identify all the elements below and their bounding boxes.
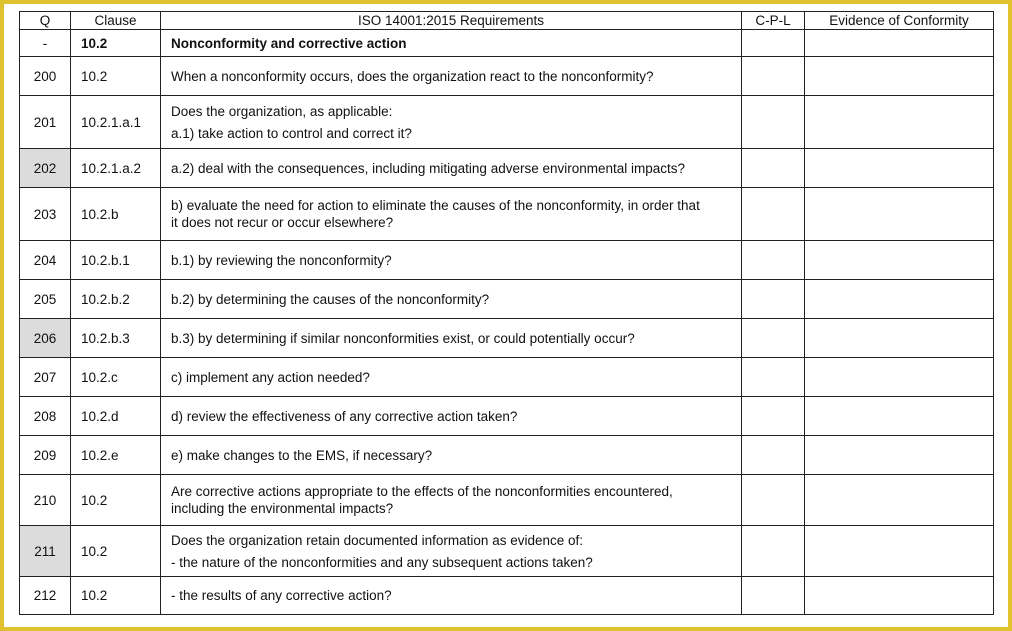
- cpl-cell[interactable]: [742, 319, 805, 358]
- question-number: 212: [20, 577, 71, 615]
- requirement-text: - the nature of the nonconformities and any subsequent actions taken?: [171, 554, 593, 570]
- requirement-text: - the results of any corrective action?: [171, 588, 392, 603]
- clause-cell: 10.2: [71, 57, 161, 96]
- cpl-cell[interactable]: [742, 577, 805, 615]
- clause-cell: 10.2: [71, 577, 161, 615]
- cpl-cell[interactable]: [742, 188, 805, 241]
- cpl-cell[interactable]: [742, 280, 805, 319]
- evidence-cell[interactable]: [805, 280, 994, 319]
- requirement-text: c) implement any action needed?: [171, 369, 370, 385]
- table-row: [20, 397, 994, 436]
- requirement-cell: [161, 358, 742, 397]
- header-evidence: Evidence of Conformity: [805, 12, 994, 30]
- requirement-cell: [161, 436, 742, 475]
- requirement-cell: [161, 188, 742, 241]
- cpl-cell[interactable]: [742, 358, 805, 397]
- table-row: [20, 358, 994, 397]
- requirement-cell: [161, 96, 742, 149]
- section-title: Nonconformity and corrective action: [161, 30, 742, 57]
- question-number: 207: [20, 358, 71, 397]
- table-row: [20, 96, 994, 149]
- question-number: 201: [20, 96, 71, 149]
- evidence-cell[interactable]: [805, 526, 994, 577]
- requirement-text: e) make changes to the EMS, if necessary?: [171, 447, 433, 463]
- question-number: 200: [20, 57, 71, 96]
- clause-cell: 10.2.1.a.1: [71, 96, 161, 149]
- clause-cell: 10.2.e: [71, 436, 161, 475]
- table-row: [20, 149, 994, 188]
- requirement-text: d) review the effectiveness of any corrective action taken?: [171, 408, 518, 424]
- clause-cell: 10.2.b.2: [71, 280, 161, 319]
- table-header-row: [20, 12, 994, 30]
- question-number: 208: [20, 397, 71, 436]
- header-cpl: C-P-L: [742, 12, 805, 30]
- clause-cell: 10.2: [71, 526, 161, 577]
- question-number: 210: [20, 475, 71, 526]
- requirement-cell: [161, 280, 742, 319]
- requirement-text: b.3) by determining if similar nonconformities exist, or could potentially occur?: [171, 330, 635, 346]
- question-number: 205: [20, 280, 71, 319]
- table-row: [20, 280, 994, 319]
- requirement-text: a.2) deal with the consequences, including mitigating adverse environmental impacts?: [171, 160, 686, 176]
- cpl-cell[interactable]: [742, 526, 805, 577]
- table-row: [20, 319, 994, 358]
- requirement-text: a.1) take action to control and correct it?: [171, 125, 412, 141]
- table-row: [20, 57, 994, 96]
- cpl-cell[interactable]: [742, 436, 805, 475]
- requirement-text: including the environmental impacts?: [171, 501, 394, 516]
- evidence-cell[interactable]: [805, 149, 994, 188]
- requirement-cell: [161, 475, 742, 526]
- cpl-cell[interactable]: [742, 397, 805, 436]
- cpl-cell[interactable]: [742, 149, 805, 188]
- cpl-cell[interactable]: [742, 241, 805, 280]
- requirement-text: b.2) by determining the causes of the nonconformity?: [171, 291, 490, 307]
- evidence-cell[interactable]: [805, 57, 994, 96]
- header-requirements: ISO 14001:2015 Requirements: [161, 12, 742, 30]
- evidence-cell[interactable]: [805, 577, 994, 615]
- requirement-text: it does not recur or occur elsewhere?: [171, 215, 394, 230]
- clause-cell: 10.2.b: [71, 188, 161, 241]
- requirement-cell: [161, 319, 742, 358]
- question-number: 203: [20, 188, 71, 241]
- question-number: 209: [20, 436, 71, 475]
- requirement-text: Does the organization, as applicable:: [171, 103, 393, 119]
- requirements-table: [19, 11, 994, 615]
- evidence-cell[interactable]: [805, 96, 994, 149]
- evidence-cell[interactable]: [805, 358, 994, 397]
- table-row: [20, 475, 994, 526]
- evidence-cell[interactable]: [805, 475, 994, 526]
- question-number: 204: [20, 241, 71, 280]
- requirement-cell: [161, 577, 742, 615]
- evidence-cell[interactable]: [805, 436, 994, 475]
- requirement-text: Are corrective actions appropriate to the effects of the nonconformities encountered,: [171, 484, 673, 499]
- question-number: 202: [20, 149, 71, 188]
- table-row: [20, 526, 994, 577]
- requirement-text: b) evaluate the need for action to eliminate the causes of the nonconformity, in order that: [171, 198, 700, 213]
- section-clause: 10.2: [71, 30, 161, 57]
- clause-cell: 10.2.b.3: [71, 319, 161, 358]
- cpl-cell[interactable]: [742, 96, 805, 149]
- section-cpl-cell[interactable]: [742, 30, 805, 57]
- header-clause: Clause: [71, 12, 161, 30]
- requirement-cell: [161, 241, 742, 280]
- clause-cell: 10.2.d: [71, 397, 161, 436]
- section-row: [20, 30, 994, 57]
- table-row: [20, 188, 994, 241]
- cpl-cell[interactable]: [742, 475, 805, 526]
- table-row: [20, 436, 994, 475]
- section-evidence-cell[interactable]: [805, 30, 994, 57]
- evidence-cell[interactable]: [805, 241, 994, 280]
- clause-cell: 10.2: [71, 475, 161, 526]
- requirement-text: When a nonconformity occurs, does the organization react to the nonconformity?: [171, 68, 654, 84]
- clause-cell: 10.2.b.1: [71, 241, 161, 280]
- requirement-text: Does the organization retain documented information as evidence of:: [171, 532, 584, 548]
- section-q: -: [20, 30, 71, 57]
- requirement-cell: [161, 57, 742, 96]
- clause-cell: 10.2.c: [71, 358, 161, 397]
- evidence-cell[interactable]: [805, 397, 994, 436]
- question-number: 211: [20, 526, 71, 577]
- evidence-cell[interactable]: [805, 188, 994, 241]
- clause-cell: 10.2.1.a.2: [71, 149, 161, 188]
- table-row: [20, 241, 994, 280]
- requirement-cell: [161, 397, 742, 436]
- table-row: [20, 577, 994, 615]
- requirement-cell: [161, 526, 742, 577]
- requirement-text: b.1) by reviewing the nonconformity?: [171, 252, 392, 268]
- header-q: Q: [20, 12, 71, 30]
- evidence-cell[interactable]: [805, 319, 994, 358]
- cpl-cell[interactable]: [742, 57, 805, 96]
- requirement-cell: [161, 149, 742, 188]
- question-number: 206: [20, 319, 71, 358]
